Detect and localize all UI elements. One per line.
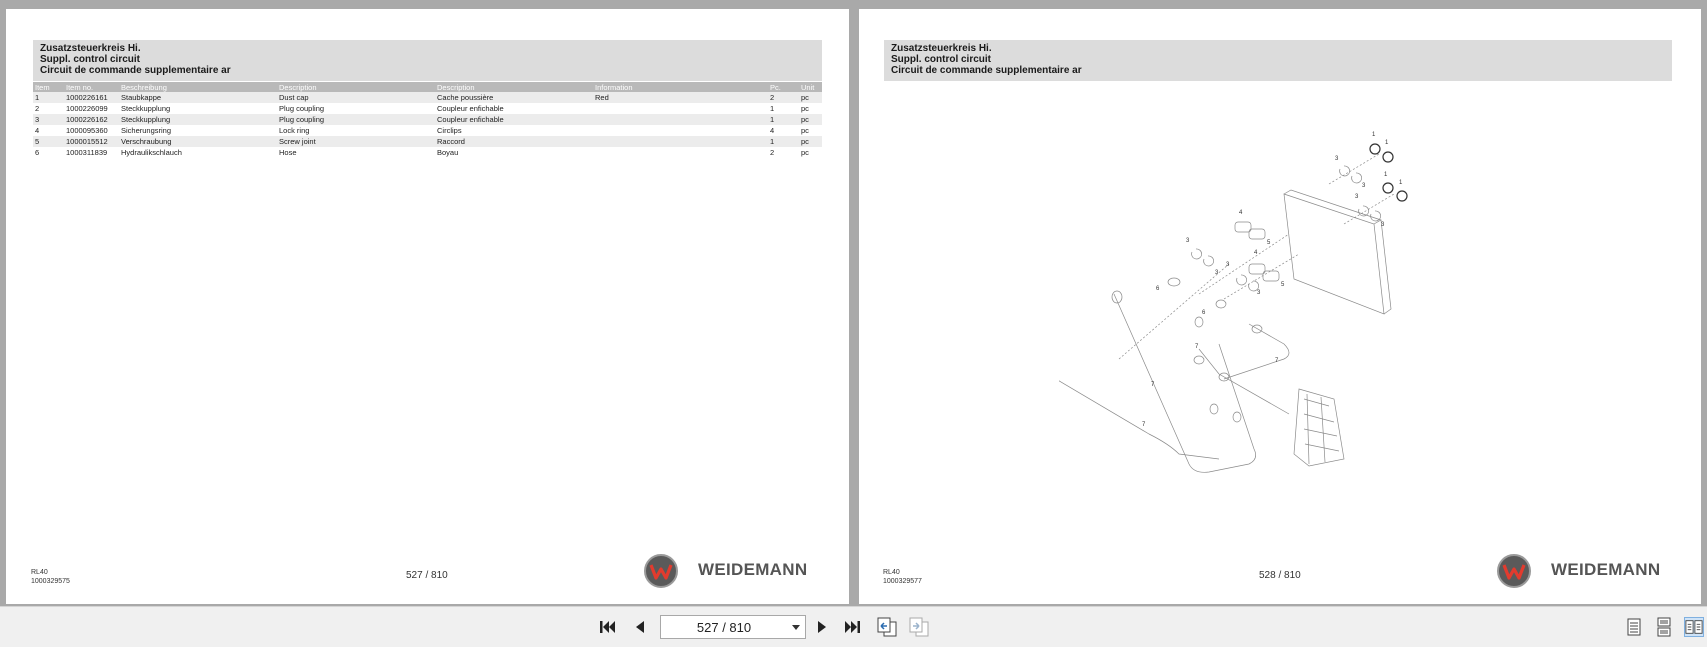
table-row bbox=[33, 136, 822, 147]
table-row bbox=[33, 114, 822, 125]
single-page-view-button[interactable] bbox=[1624, 617, 1644, 637]
navigation-toolbar bbox=[0, 606, 1707, 647]
chevron-down-icon[interactable] bbox=[792, 625, 800, 630]
cell-unit: pc bbox=[801, 126, 809, 135]
cell-item: 4 bbox=[35, 126, 40, 135]
callout-1: 1 bbox=[1384, 172, 1388, 178]
callout-3: 3 bbox=[1215, 270, 1219, 276]
go-forward-button[interactable] bbox=[908, 617, 928, 637]
first-page-button[interactable] bbox=[598, 617, 618, 637]
cell-description-en: Lock ring bbox=[279, 126, 310, 135]
callout-6: 6 bbox=[1156, 286, 1160, 292]
hose-3 bbox=[1224, 324, 1289, 379]
cell-beschreibung: Verschraubung bbox=[119, 136, 277, 147]
column-header-beschreibung: Beschreibung bbox=[119, 82, 277, 92]
cell-item-no: 1000226099 bbox=[66, 104, 108, 113]
callout-1: 1 bbox=[1399, 180, 1403, 186]
parts-table bbox=[33, 82, 822, 158]
page-528 bbox=[859, 9, 1701, 604]
model-name: RL40 bbox=[883, 569, 900, 576]
title-french: Circuit de commande supplementaire ar bbox=[891, 65, 1082, 76]
cell-description-en: Hose bbox=[279, 148, 297, 157]
cell-item: 3 bbox=[33, 114, 64, 125]
cell-pc: 1 bbox=[768, 136, 799, 147]
cell-item-no: 1000095360 bbox=[66, 126, 108, 135]
cell-description-fr: Coupleur enfichable bbox=[435, 114, 593, 125]
title-german: Zusatzsteuerkreis Hi. bbox=[40, 43, 141, 54]
cell-description-en: Dust cap bbox=[277, 92, 435, 103]
table-row bbox=[33, 125, 822, 136]
hose-2 bbox=[1059, 369, 1219, 459]
page-527 bbox=[6, 9, 849, 604]
first-page-icon bbox=[598, 617, 618, 637]
exploded-parts-drawing bbox=[1059, 114, 1479, 514]
single-page-view-icon bbox=[1624, 617, 1644, 637]
cell-description-en: Plug coupling bbox=[277, 114, 435, 125]
title-german: Zusatzsteuerkreis Hi. bbox=[891, 43, 992, 54]
cell-item: 5 bbox=[33, 136, 64, 147]
cell-item: 1 bbox=[33, 92, 64, 103]
cell-unit: pc bbox=[799, 114, 822, 125]
cell-item-no: 1000311839 bbox=[66, 148, 108, 157]
page-number-input[interactable] bbox=[661, 616, 787, 638]
callout-3: 3 bbox=[1335, 156, 1339, 162]
title-english: Suppl. control circuit bbox=[891, 54, 992, 65]
section-title-box bbox=[33, 40, 822, 81]
cell-pc: 2 bbox=[770, 148, 775, 157]
footer-model-info bbox=[31, 568, 70, 586]
cell-item-no: 1000015512 bbox=[64, 136, 119, 147]
cell-information bbox=[593, 136, 768, 147]
callout-1: 1 bbox=[1372, 132, 1376, 138]
next-page-button[interactable] bbox=[812, 617, 832, 637]
continuous-view-button[interactable] bbox=[1654, 617, 1674, 637]
cell-description-fr: Coupleur enfichable bbox=[437, 104, 504, 113]
brand-name: WEIDEMANN bbox=[1551, 560, 1661, 579]
callout-7: 7 bbox=[1142, 422, 1146, 428]
cell-description-fr: Boyau bbox=[437, 148, 459, 157]
cell-information: Red bbox=[593, 92, 768, 103]
weidemann-logo bbox=[644, 552, 824, 592]
brand-name: WEIDEMANN bbox=[698, 560, 808, 579]
callout-1: 1 bbox=[1385, 140, 1389, 146]
cell-information bbox=[593, 125, 768, 136]
cell-pc: 4 bbox=[770, 126, 775, 135]
table-row bbox=[33, 147, 822, 158]
cell-information bbox=[593, 114, 768, 125]
cell-beschreibung: Steckkupplung bbox=[119, 114, 277, 125]
callout-3: 3 bbox=[1362, 183, 1366, 189]
last-page-icon bbox=[842, 617, 862, 637]
cell-pc: 2 bbox=[768, 92, 799, 103]
page-selector[interactable] bbox=[660, 615, 806, 639]
document-number: 1000329575 bbox=[31, 578, 70, 585]
page-number-label: 527 / 810 bbox=[406, 570, 448, 581]
callout-4: 4 bbox=[1254, 250, 1258, 256]
continuous-view-icon bbox=[1654, 617, 1674, 637]
mounting-plate bbox=[1284, 194, 1384, 314]
two-page-view-icon bbox=[1685, 618, 1703, 636]
go-forward-icon bbox=[908, 617, 930, 637]
page-number-label: 528 / 810 bbox=[1259, 570, 1301, 581]
column-header-description-fr: Description bbox=[435, 82, 593, 92]
previous-page-icon bbox=[630, 617, 650, 637]
cell-beschreibung: Staubkappe bbox=[119, 92, 277, 103]
cell-item: 2 bbox=[35, 104, 40, 113]
weidemann-logo-icon bbox=[644, 554, 678, 588]
cell-item: 6 bbox=[35, 148, 40, 157]
cell-unit: pc bbox=[801, 104, 809, 113]
cell-description-en: Plug coupling bbox=[279, 104, 325, 113]
cell-item-no: 1000226161 bbox=[64, 92, 119, 103]
cell-pc: 1 bbox=[768, 114, 799, 125]
callout-4: 4 bbox=[1239, 210, 1243, 216]
callout-3: 3 bbox=[1257, 290, 1261, 296]
cell-unit: pc bbox=[801, 148, 809, 157]
cell-information bbox=[593, 147, 768, 158]
cell-description-fr: Cache poussière bbox=[435, 92, 593, 103]
callout-7: 7 bbox=[1195, 344, 1199, 350]
column-header-item: Item bbox=[33, 82, 64, 92]
callout-7: 7 bbox=[1151, 382, 1155, 388]
cell-beschreibung: Sicherungsring bbox=[121, 126, 172, 135]
callout-3: 3 bbox=[1226, 262, 1230, 268]
column-header-pc: Pc. bbox=[768, 82, 799, 92]
cell-beschreibung: Steckkupplung bbox=[121, 104, 171, 113]
column-header-unit: Unit bbox=[799, 82, 822, 92]
column-header-item-no: Item no. bbox=[64, 82, 119, 92]
table-row bbox=[33, 103, 822, 114]
callout-3: 3 bbox=[1381, 222, 1385, 228]
callout-5: 5 bbox=[1281, 282, 1285, 288]
cell-item-no: 1000226162 bbox=[64, 114, 119, 125]
cell-description-en: Screw joint bbox=[277, 136, 435, 147]
two-page-view-button[interactable] bbox=[1684, 617, 1704, 637]
column-header-description-en: Description bbox=[277, 82, 435, 92]
footer-model-info bbox=[883, 568, 922, 586]
model-name: RL40 bbox=[31, 569, 48, 576]
title-french: Circuit de commande supplementaire ar bbox=[40, 65, 231, 76]
quick-coupling-group-upper bbox=[1235, 222, 1265, 239]
table-row bbox=[33, 92, 822, 103]
document-number: 1000329577 bbox=[883, 578, 922, 585]
callout-3: 3 bbox=[1186, 238, 1190, 244]
callout-7: 7 bbox=[1275, 358, 1279, 364]
weidemann-logo bbox=[1497, 552, 1677, 592]
title-english: Suppl. control circuit bbox=[40, 54, 141, 65]
cell-pc: 1 bbox=[770, 104, 775, 113]
go-back-button[interactable] bbox=[876, 617, 896, 637]
cell-description-fr: Raccord bbox=[435, 136, 593, 147]
cell-description-fr: Circlips bbox=[437, 126, 462, 135]
control-valve-block bbox=[1294, 389, 1344, 466]
cell-unit: pc bbox=[799, 92, 822, 103]
callout-5: 5 bbox=[1267, 240, 1271, 246]
quick-coupling-group-lower bbox=[1249, 264, 1279, 281]
callout-6: 6 bbox=[1202, 310, 1206, 316]
callout-3: 3 bbox=[1355, 194, 1359, 200]
last-page-button[interactable] bbox=[842, 617, 862, 637]
go-back-icon bbox=[876, 617, 898, 637]
cell-beschreibung: Hydraulikschlauch bbox=[121, 148, 182, 157]
cell-information bbox=[593, 103, 768, 114]
table-header-row bbox=[33, 82, 822, 92]
weidemann-logo-icon bbox=[1497, 554, 1531, 588]
next-page-icon bbox=[812, 617, 832, 637]
column-header-information: Information bbox=[593, 82, 768, 92]
mounting-plate-top bbox=[1284, 190, 1381, 220]
cell-unit: pc bbox=[799, 136, 822, 147]
section-title-box bbox=[884, 40, 1672, 81]
previous-page-button[interactable] bbox=[630, 617, 650, 637]
